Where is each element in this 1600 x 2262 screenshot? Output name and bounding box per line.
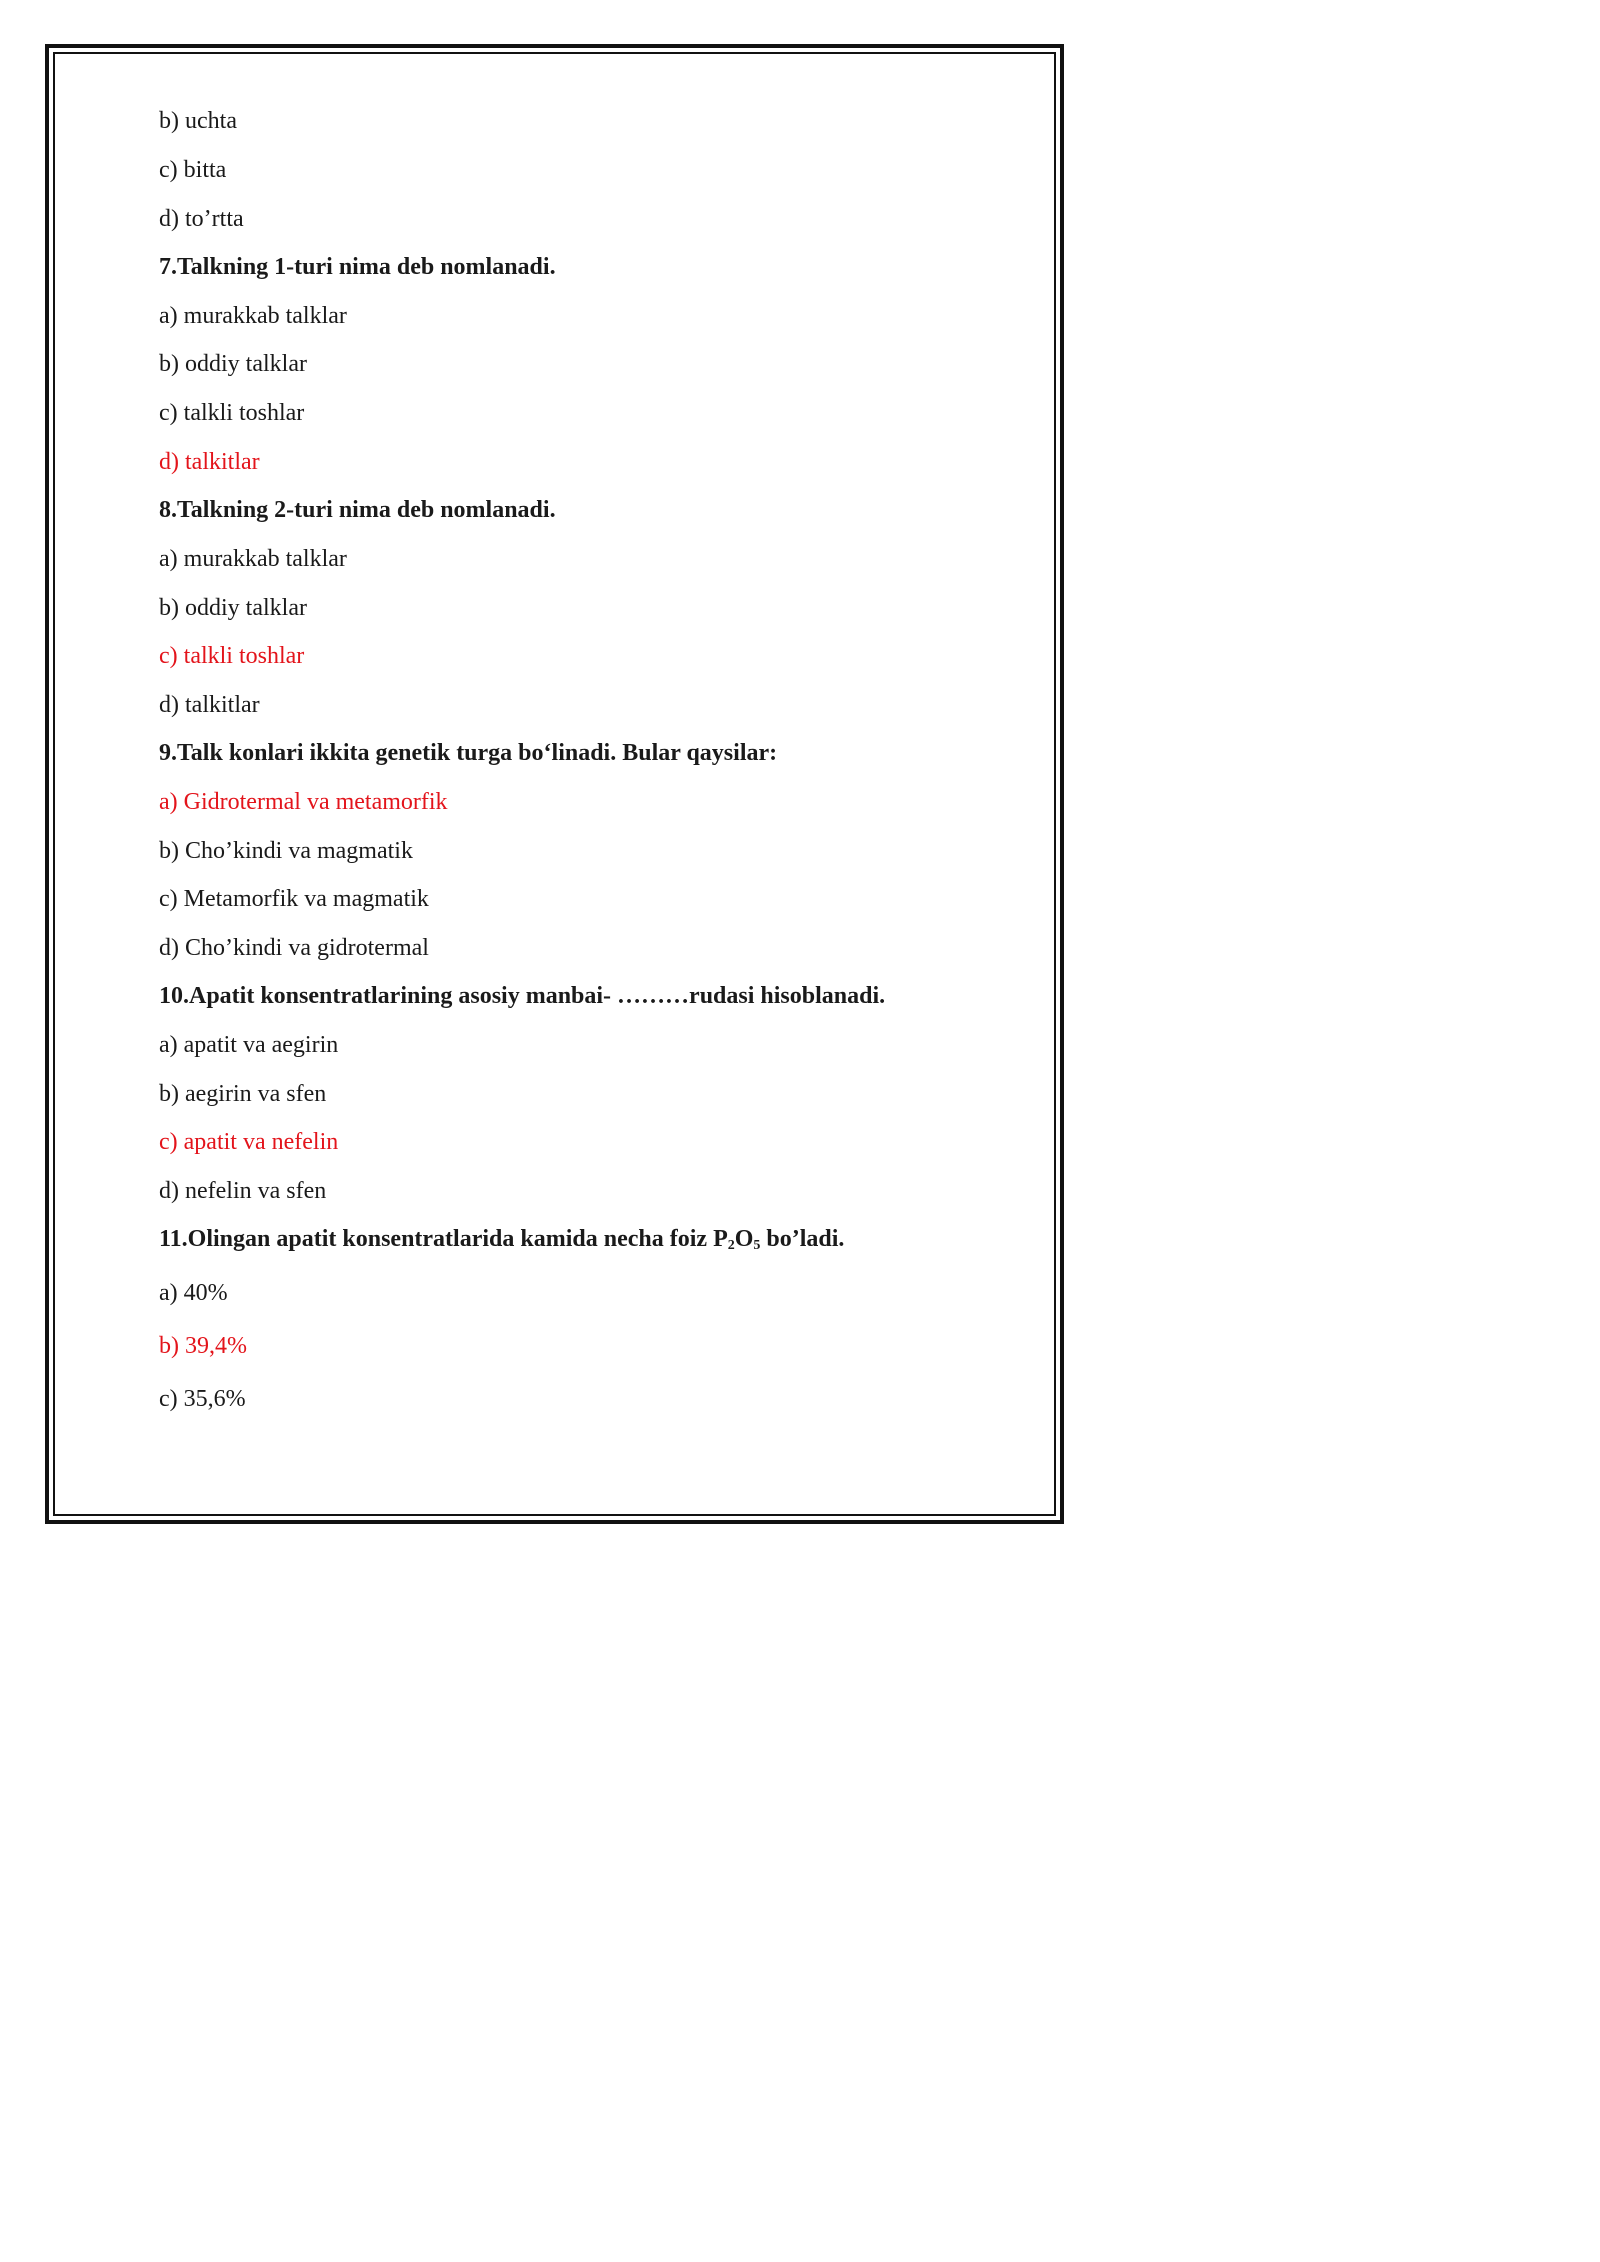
question-7: 7.Talkning 1-turi nima deb nomlanadi. bbox=[159, 254, 556, 280]
option-10d: d) nefelin va sfen bbox=[159, 1178, 327, 1204]
option-8c-correct: c) talkli toshlar bbox=[159, 643, 305, 669]
option-10c-correct: c) apatit va nefelin bbox=[159, 1129, 339, 1155]
option-6d: d) to’rtta bbox=[159, 206, 244, 232]
option-7d-correct: d) talkitlar bbox=[159, 449, 260, 475]
option-11b-correct: b) 39,4% bbox=[159, 1333, 247, 1359]
option-6b: b) uchta bbox=[159, 108, 237, 134]
option-8a: a) murakkab talklar bbox=[159, 546, 347, 572]
option-7b: b) oddiy talklar bbox=[159, 351, 307, 377]
question-11-suffix: bo’ladi. bbox=[760, 1226, 845, 1252]
option-11a: a) 40% bbox=[159, 1280, 228, 1306]
option-9c: c) Metamorfik va magmatik bbox=[159, 886, 429, 912]
option-9d: d) Cho’kindi va gidrotermal bbox=[159, 935, 429, 961]
option-10a: a) apatit va aegirin bbox=[159, 1032, 339, 1058]
option-8d: d) talkitlar bbox=[159, 692, 260, 718]
option-7c: c) talkli toshlar bbox=[159, 400, 305, 426]
formula-p2o5: $P_2O_5$ bbox=[713, 1226, 761, 1253]
option-9a-correct: a) Gidrotermal va metamorfik bbox=[159, 789, 448, 815]
option-11c: c) 35,6% bbox=[159, 1386, 246, 1412]
question-11 bbox=[159, 1224, 844, 1254]
option-8b: b) oddiy talklar bbox=[159, 595, 307, 621]
question-11-text: 11.Olingan apatit konsentratlarida kamida necha foiz bbox=[159, 1226, 714, 1252]
option-7a: a) murakkab talklar bbox=[159, 303, 347, 329]
question-8: 8.Talkning 2-turi nima deb nomlanadi. bbox=[159, 497, 556, 523]
option-10b: b) aegirin va sfen bbox=[159, 1081, 327, 1107]
option-9b: b) Cho’kindi va magmatik bbox=[159, 838, 413, 864]
question-10: 10.Apatit konsentratlarining asosiy manbai- ………rudasi hisoblanadi. bbox=[159, 983, 886, 1009]
question-9: 9.Talk konlari ikkita genetik turga bo‘linadi. Bular qaysilar: bbox=[159, 740, 778, 766]
option-6c: c) bitta bbox=[159, 157, 227, 183]
